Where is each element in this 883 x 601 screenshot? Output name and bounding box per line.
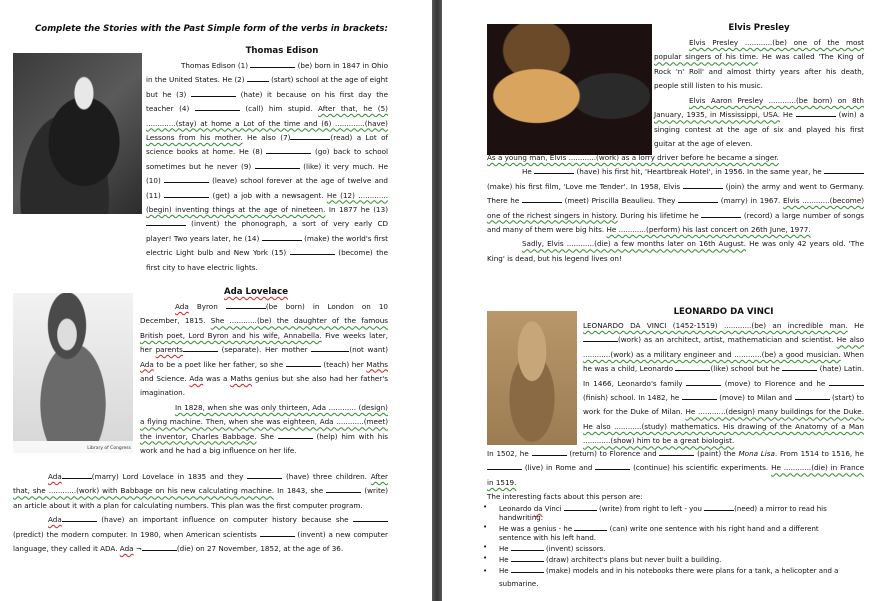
ada-story-bottom: Ada (marry) Lord Lovelace in 1835 and they (have) three children. After that, she ............(work) with Babbage on his new calculating machine. In 1843, she (write) an article about it with a plan for calculating numbers. This plan was the first computer program. Ada (have) an important influence on computer history because she (predict) the modern computer. In 1980, when American scientists (invent) a new computer language, they called it ADA. Ada ¬ (die) on 27 November, 1852, at the age of 36.	[13, 472, 388, 554]
blank[interactable]	[595, 462, 630, 470]
grammar-flag: He (12) .............(begin) inventing things at the age of nineteen.	[146, 190, 388, 215]
blank[interactable]	[534, 166, 574, 174]
blank[interactable]	[782, 363, 817, 371]
blank[interactable]	[583, 334, 618, 342]
blank-15[interactable]	[290, 247, 335, 255]
ada-portrait	[13, 293, 133, 441]
photo-caption: Library of Congress	[87, 446, 131, 451]
grammar-flag: In 1828, when she was only thirteen, Ada ............ (design) a flying machine. Then, when she was eighteen, Ada ............(meet) the inventor, Charles Babbage.	[140, 402, 388, 441]
fact-item: • He (make) models and in his notebooks there were plans for a tank, a helicopter and a submarine.	[499, 565, 849, 591]
blank[interactable]	[795, 392, 830, 400]
blank[interactable]	[62, 471, 92, 479]
blank[interactable]	[701, 210, 741, 218]
elvis-story-bottom: As a young man, Elvis ............(work) as a lorry driver before he became a singer. He (have) his first hit, 'Heartbreak Hotel', in 1956. In the same year, he (make) his first film, 'Love me Tender'. In 1958, Elvis (join) the army and went to Germany. There he (meet) Priscilla Beaulieu. They (marry) in 1967. Elvis ............(become) one of the richest singers in history. During his lifetime he (record) a large number of songs and many of them were big hits. He ............(perform) his last concert on 26th June, 1977. Sadly, Elvis ............(die) a few months later on 16th August. He was only 42 years old. 'The King' is dead, but his legend lives on!	[487, 153, 865, 263]
blank[interactable]	[532, 448, 567, 456]
blank[interactable]	[326, 485, 361, 493]
ada-lovelace-photo	[13, 293, 133, 453]
ada-story-top: Ada Byron (be born) in London on 10 December, 1815. She ............(be) the daughter of the famous British poet, Lord Byron and his wife, Annabella. Five weeks later, her parents (separate). Her mother (not want) Ada to be a poet like her father, so she (teach) her Maths and Science. Ada was a Maths genius but she also had her father's imagination. In 1828, when she was only thirteen, Ada ............ (design) a flying machine. Then, when she was eighteen, Ada ............(meet) the inventor, Charles Babbage. She (help) him with his work and he had a big influence on her life.	[140, 302, 389, 456]
fact-item: • He (draw) architect's plans but never built a building.	[499, 554, 849, 565]
blank-13[interactable]	[146, 218, 186, 226]
blank[interactable]	[511, 565, 544, 573]
blank[interactable]	[247, 471, 282, 479]
blank-9[interactable]	[255, 161, 300, 169]
blank[interactable]	[286, 359, 321, 367]
ada-title: Ada Lovelace	[223, 287, 289, 297]
blank-14[interactable]	[262, 233, 302, 241]
instructions: Complete the Stories with the Past Simple form of the verbs in brackets:	[35, 24, 388, 34]
leonardo-da-vinci-portrait	[487, 311, 577, 445]
blank[interactable]	[829, 378, 864, 386]
grammar-flag: Elvis Aaron Presley ............(be born) on 8th January, 1935, in Mississippi, USA.	[654, 96, 864, 120]
leonardo-story-top: LEONARDO DA VINCI (1452-1519) ............(be) an incredible man. He (work) as an architect, artist, mathematician and scientist. He also ............(work) as a military engineer and ............(be) a good musician. When he was a child, Leonardo (like) school but he (hate) Latin. In 1466, Leonardo's family (move) to Florence and he (finish) school. In 1482, he (move) to Milan and (start) to work for the Duke of Milan. He ............(design) many buildings for the Duke. He also ............(study) mathematics. His drawing of the Anatomy of a Man ............(show) him to be a great biologist.	[583, 321, 865, 446]
grammar-flag: As a young man, Elvis ............(work) as a lorry driver before he became a singer.	[487, 153, 779, 162]
grammar-flag: He ............(perform) his last concert on 26th June, 1977.	[606, 225, 811, 235]
blank-10[interactable]	[164, 175, 209, 183]
blank[interactable]	[62, 514, 97, 522]
grammar-flag: He also ............(work) as a military engineer and ............(be) a good musician.	[583, 335, 864, 359]
leonardo-story-bottom: In 1502, he (return) to Florence and (paint) the Mona Lisa. From 1514 to 1516, he (live) in Rome and (continue) his scientific experiments. He ............(die) in France in 1519. The interesting facts about this person are:	[487, 447, 864, 505]
grammar-flag: LEONARDO DA VINCI (1452-1519) ............(be) an incredible man.	[583, 321, 848, 330]
grammar-flag: Elvis ............(become) one of the richest singers in history.	[487, 196, 864, 220]
fact-item: • He (invent) scissors.	[499, 543, 849, 554]
blank-11[interactable]	[164, 190, 209, 198]
blank[interactable]	[659, 448, 694, 456]
blank[interactable]	[183, 344, 218, 352]
grammar-flag: After that, she ............(work) with Babbage on his new calculating machine.	[13, 472, 388, 496]
blank-7[interactable]	[290, 132, 330, 140]
blank[interactable]	[260, 529, 295, 537]
facts-intro: The interesting facts about this person are:	[487, 492, 643, 502]
blank[interactable]	[487, 462, 522, 470]
edison-title: Thomas Edison	[245, 46, 319, 56]
left-page	[0, 0, 432, 601]
grammar-flag: He ............(design) many buildings for the Duke. He also ............(study) mathematics. His drawing of the Anatomy of a Man ............(show) him to be a great biologist.	[583, 407, 864, 446]
blank-2[interactable]	[247, 74, 269, 82]
blank[interactable]	[574, 523, 607, 531]
blank-4[interactable]	[195, 103, 240, 111]
facts-list	[499, 503, 849, 591]
blank[interactable]	[353, 514, 388, 522]
fact-item: • Leonardo da Vinci (write) from right to left - you (need) a mirror to read his handwriting.	[499, 503, 849, 523]
blank[interactable]	[142, 543, 177, 551]
grammar-flag: Sadly, Elvis ............(die) a few months later on 16th August.	[522, 239, 746, 249]
blank[interactable]	[686, 378, 721, 386]
blank-8[interactable]	[266, 146, 311, 154]
blank[interactable]	[704, 503, 734, 511]
elvis-story: Elvis Aaron Presley ............(be born) on 8th January, 1935, in Mississippi, USA. He (win) a singing contest at the age of six and played his first guitar at the age of eleven.	[654, 96, 864, 149]
blank[interactable]	[511, 554, 544, 562]
blank[interactable]	[675, 363, 710, 371]
blank[interactable]	[522, 195, 562, 203]
blank[interactable]	[824, 166, 864, 174]
elvis-title: Elvis Presley	[728, 23, 790, 33]
blank[interactable]	[564, 503, 597, 511]
blank[interactable]	[311, 344, 349, 352]
grammar-flag: After that, he (5) .............(stay) at home a Lot of the time and (6) .............(have) Lessons from his mother.	[146, 104, 388, 143]
right-page	[442, 0, 883, 601]
edison-story-top: Thomas Edison (1) (be) born in 1847 in Ohio in the United States. He (2) (start) school at the age of eight but he (3) (hate) it because on his first day the teacher (4) (call) him stupid. After that, he (5) .............(stay) at home a Lot of the time and (6) .............(have) Lessons from his mother. He also (7) (read) a Lot of science books at home. He (8) (go) back to school sometimes but he never (9) (like) it very much. He (10) (leave) school forever at the age of twelve and (11) (get) a job with a newsagent. He (12) .............(begin) inventing things at the age of nineteen. In 1877 he (13) (invent) the phonograph, a sort of very early CD player! Two years later, he (14) (make) the world's first electric Light bulb and New York (15) (become) the first city to have electric lights.	[146, 61, 389, 272]
blank-3[interactable]	[191, 89, 236, 97]
grammar-flag: He ............(die) in France in 1519.	[487, 463, 864, 487]
leonardo-title: LEONARDO DA VINCI	[673, 307, 774, 317]
blank[interactable]	[278, 431, 313, 439]
page-gutter	[432, 0, 442, 601]
fact-item: • He was a genius - he (can) write one sentence with his right hand and a different sentence with his left hand.	[499, 523, 849, 543]
blank[interactable]	[226, 301, 266, 309]
blank[interactable]	[796, 109, 836, 117]
blank[interactable]	[683, 181, 723, 189]
elvis-story-top: Elvis Presley ............(be) one of the most popular singers of his time. He was called 'The King of Rock 'n' Roll' and almost thirty years after his death, people still listen to his music.	[654, 38, 864, 91]
blank-1[interactable]	[250, 60, 295, 68]
blank[interactable]	[678, 195, 718, 203]
blank[interactable]	[682, 392, 717, 400]
blank[interactable]	[511, 543, 544, 551]
grammar-flag: She ............(be) the daughter of the famous British poet, Lord Byron and his wife, Annabella.	[140, 316, 388, 340]
grammar-flag: Elvis Presley ............(be) one of the most popular singers of his time.	[654, 38, 864, 62]
thomas-edison-photo	[13, 53, 142, 214]
